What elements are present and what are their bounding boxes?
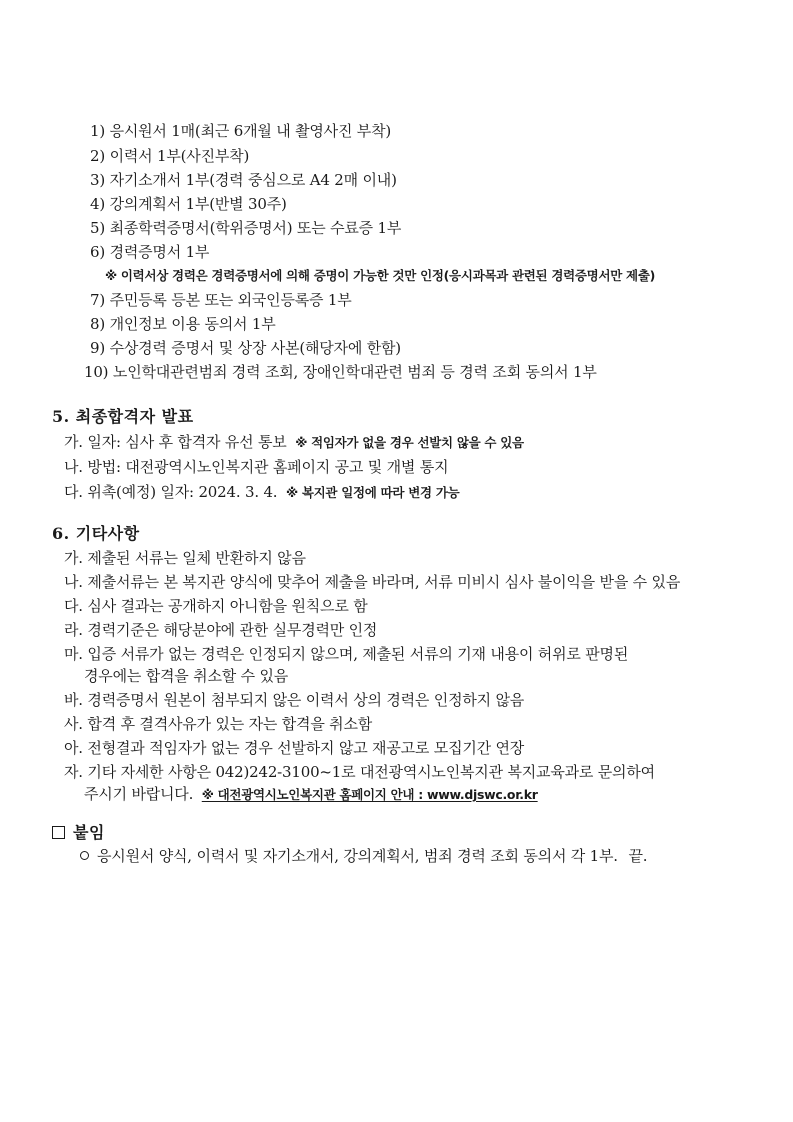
section6-item: 라. 경력기준은 해당분야에 관한 실무경력만 인정 (64, 621, 378, 639)
section6-item: 마. 입증 서류가 없는 경력은 인정되지 않으며, 제출된 서류의 기재 내용이 허위로 판명된 (64, 645, 629, 663)
section5-item-method: 나. 방법: 대전광역시노인복지관 홈페이지 공고 및 개별 통지 (64, 458, 449, 476)
section5-item-appointment (64, 482, 459, 503)
section6-item: 가. 제출된 서류는 일체 반환하지 않음 (64, 549, 306, 567)
list-item: 1) 응시원서 1매(최근 6개월 내 촬영사진 부착) (90, 122, 392, 140)
section6-item: 사. 합격 후 결격사유가 있는 자는 합격을 취소함 (64, 715, 373, 733)
checkbox-icon (52, 826, 65, 839)
section6-last-line: 주시기 바랍니다. (84, 785, 194, 803)
section5-item-date-text: 가. 일자: 심사 후 합격자 유선 통보 (64, 433, 287, 451)
attachment-title: 붙임 (73, 823, 105, 842)
section5-title: 5. 최종합격자 발표 (52, 407, 194, 426)
attachment-item (80, 846, 647, 866)
homepage-note: ※ 대전광역시노인복지관 홈페이지 안내 : www.djswc.or.kr (201, 787, 538, 802)
list-item: 4) 강의계획서 1부(반별 30주) (90, 195, 287, 213)
section5-item-date (64, 432, 524, 453)
career-note: ※ 이력서상 경력은 경력증명서에 의해 증명이 가능한 것만 인정(응시과목과 관련된 경력증명서만 제출) (105, 268, 656, 283)
list-item: 8) 개인정보 이용 동의서 1부 (90, 315, 276, 333)
section6-item: 다. 심사 결과는 공개하지 아니함을 원칙으로 함 (64, 597, 368, 615)
attachment-text: 응시원서 양식, 이력서 및 자기소개서, 강의계획서, 범죄 경력 조회 동의서 각 1부. (97, 847, 618, 865)
section6-title: 6. 기타사항 (52, 524, 140, 543)
list-item: 9) 수상경력 증명서 및 상장 사본(해당자에 한함) (90, 339, 401, 357)
section6-item: 아. 전형결과 적임자가 없는 경우 선발하지 않고 재공고로 모집기간 연장 (64, 739, 525, 757)
section5-item-appointment-text: 다. 위촉(예정) 일자: 2024. 3. 4. (64, 483, 278, 501)
list-item: 6) 경력증명서 1부 (90, 243, 210, 261)
list-item: 3) 자기소개서 1부(경력 중심으로 A4 2매 이내) (90, 171, 397, 189)
section6-item: 자. 기타 자세한 사항은 042)242-3100~1로 대전광역시노인복지관 복지교육과로 문의하여 (64, 763, 655, 781)
list-item: 5) 최종학력증명서(학위증명서) 또는 수료증 1부 (90, 219, 402, 237)
list-item: 2) 이력서 1부(사진부착) (90, 147, 250, 165)
section5-item-appointment-note: ※ 복지관 일정에 따라 변경 가능 (285, 485, 460, 500)
section6-item-continued: 경우에는 합격을 취소할 수 있음 (84, 667, 289, 685)
section5-item-date-note: ※ 적임자가 없을 경우 선발치 않을 수 있음 (295, 435, 524, 450)
list-item: 7) 주민등록 등본 또는 외국인등록증 1부 (90, 291, 352, 309)
section6-item: 나. 제출서류는 본 복지관 양식에 맞추어 제출을 바라며, 서류 미비시 심사 불이익을 받을 수 있음 (64, 573, 681, 591)
attachment-title-row (52, 822, 105, 844)
section6-item: 바. 경력증명서 원본이 첨부되지 않은 이력서 상의 경력은 인정하지 않음 (64, 691, 525, 709)
bullet-circle-icon (80, 851, 89, 860)
list-item: 10) 노인학대관련범죄 경력 조회, 장애인학대관련 범죄 등 경력 조회 동의서 1부 (84, 363, 597, 381)
section6-item-continued (84, 784, 538, 805)
attachment-end: 끝. (628, 847, 648, 865)
